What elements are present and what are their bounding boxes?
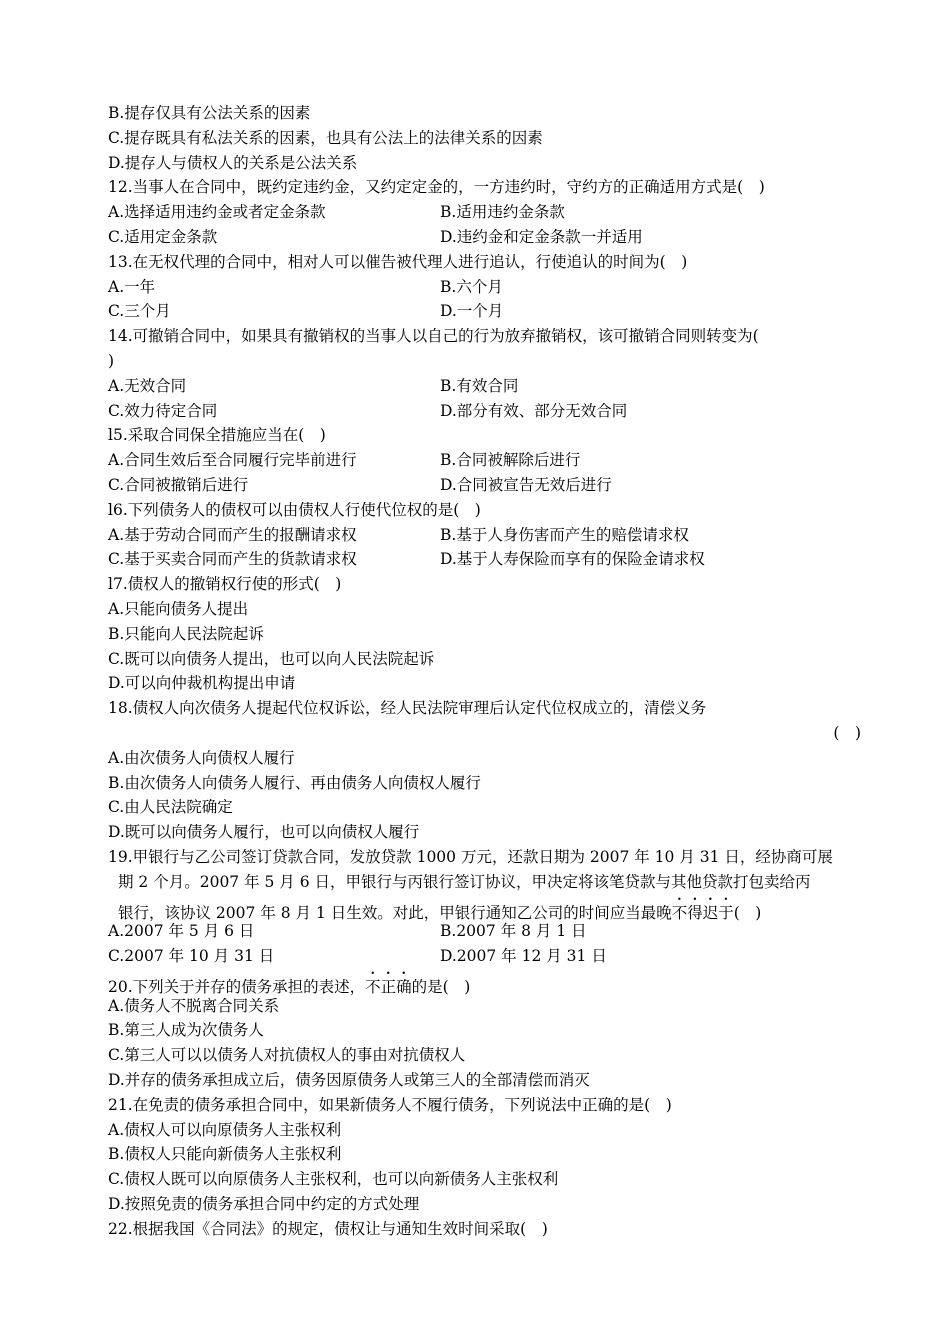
q18-option-b: B.由次债务人向债务人履行、再由债务人向债权人履行 — [108, 773, 481, 792]
q21-option-d: D.按照免责的债务承担合同中约定的方式处理 — [108, 1195, 420, 1214]
q12-options-row-2 — [108, 225, 863, 250]
q19-option-d: D.2007 年 12 月 31 日 — [440, 947, 607, 966]
q18-option-a: A.由次债务人向债权人履行 — [108, 748, 295, 767]
q15-option-a: A.合同生效后至合同履行完毕前进行 — [108, 451, 357, 470]
q15-option-b: B.合同被解除后进行 — [440, 451, 581, 470]
question-15: l5.采取合同保全措施应当在( ) — [108, 426, 326, 445]
option-d-q11: D.提存人与债权人的关系是公法关系 — [108, 153, 358, 172]
option-c-q11: C.提存既具有私法关系的因素，也具有公法上的法律关系的因素 — [108, 128, 543, 147]
question-20 — [108, 969, 863, 994]
q12-options-row-1 — [108, 200, 863, 225]
q16-option-c: C.基于买卖合同而产生的货款请求权 — [108, 550, 357, 569]
q14-option-c: C.效力待定合同 — [108, 401, 218, 420]
q17-option-d: D.可以向仲裁机构提出申请 — [108, 674, 296, 693]
q17-option-b: B.只能向人民法院起诉 — [108, 624, 264, 643]
q21-option-b: B.债权人只能向新债务人主张权利 — [108, 1145, 342, 1164]
q17-option-c: C.既可以向债务人提出，也可以向人民法院起诉 — [108, 649, 435, 668]
q19-text-3a: 银行，该协议 2007 年 8 月 1 日生效。对此，甲银行通知乙公司的时间应当最晚 — [118, 903, 672, 922]
q20-option-a: A.债务人不脱离合同关系 — [108, 996, 280, 1015]
q19-option-b: B.2007 年 8 月 1 日 — [440, 922, 587, 941]
q12-option-b: B.适用违约金条款 — [440, 203, 565, 222]
document-page — [108, 101, 863, 1242]
question-19-line-3 — [108, 895, 863, 920]
q19-options-row-2 — [108, 944, 863, 969]
q20-emphasis: 不正确 — [365, 977, 412, 996]
q12-option-c: C.适用定金条款 — [108, 227, 218, 246]
q13-option-d: D.一个月 — [440, 302, 504, 321]
q18-option-d: D.既可以向债务人履行，也可以向债权人履行 — [108, 823, 420, 842]
q20-text-c: 的是( ) — [411, 977, 471, 996]
q21-option-a: A.债权人可以向原债务人主张权利 — [108, 1120, 342, 1139]
q15-option-c: C.合同被撤销后进行 — [108, 475, 249, 494]
q19-paren: ( ) — [733, 903, 762, 922]
q19-emphasis: 不得迟于 — [671, 903, 734, 922]
q14-options-row-2 — [108, 399, 863, 424]
q13-options-row-2 — [108, 299, 863, 324]
q16-options-row-2 — [108, 547, 863, 572]
q20-option-b: B.第三人成为次债务人 — [108, 1021, 264, 1040]
question-19-line-1: 19.甲银行与乙公司签订贷款合同，发放贷款 1000 万元，还款日期为 2007 年 10 月 31 日，经协商可展 — [108, 847, 833, 866]
option-b-q11: B.提存仅具有公法关系的因素 — [108, 104, 311, 122]
question-14-paren: ) — [108, 351, 115, 370]
q15-option-d: D.合同被宣告无效后进行 — [440, 475, 612, 494]
q14-option-d: D.部分有效、部分无效合同 — [440, 401, 628, 420]
q14-option-b: B.有效合同 — [440, 376, 519, 395]
q13-option-b: B.六个月 — [440, 277, 503, 296]
question-17: l7.债权人的撤销权行使的形式( ) — [108, 575, 342, 594]
q13-option-a: A.一年 — [108, 277, 156, 296]
q18-option-c: C.由人民法院确定 — [108, 798, 233, 817]
question-18: 18.债权人向次债务人提起代位权诉讼，经人民法院审理后认定代位权成立的，清偿义务 — [108, 699, 707, 718]
question-16: l6.下列债务人的债权可以由债权人行使代位权的是( ) — [108, 500, 481, 519]
question-12: 12.当事人在合同中，既约定违约金，又约定定金的，一方违约时，守约方的正确适用方式是( ) — [108, 178, 765, 197]
question-13: 13.在无权代理的合同中，相对人可以催告被代理人进行追认，行使追认的时间为( ) — [108, 252, 688, 271]
q15-options-row-2 — [108, 473, 863, 498]
q19-option-a: A.2007 年 5 月 6 日 — [108, 922, 255, 941]
q16-option-b: B.基于人身伤害而产生的赔偿请求权 — [440, 525, 689, 544]
q16-option-d: D.基于人寿保险而享有的保险金请求权 — [440, 550, 705, 569]
question-21: 21.在免责的债务承担合同中，如果新债务人不履行债务，下列说法中正确的是( ) — [108, 1095, 672, 1114]
q20-option-d: D.并存的债务承担成立后，债务因原债务人或第三人的全部清偿而消灭 — [108, 1071, 590, 1090]
q15-options-row-1 — [108, 448, 863, 473]
question-18-paren: ( ) — [833, 723, 861, 742]
q12-option-d: D.违约金和定金条款一并适用 — [440, 227, 643, 246]
q13-option-c: C.三个月 — [108, 302, 171, 321]
q17-option-a: A.只能向债务人提出 — [108, 599, 249, 618]
question-22: 22.根据我国《合同法》的规定，债权让与通知生效时间采取( ) — [108, 1219, 548, 1238]
q21-option-c: C.债权人既可以向原债务人主张权利，也可以向新债务人主张权利 — [108, 1170, 559, 1189]
q14-option-a: A.无效合同 — [108, 376, 187, 395]
q13-options-row-1 — [108, 275, 863, 300]
q16-option-a: A.基于劳动合同而产生的报酬请求权 — [108, 525, 357, 544]
q20-option-c: C.第三人可以以债务人对抗债权人的事由对抗债权人 — [108, 1046, 466, 1065]
q19-options-row-1 — [108, 919, 863, 944]
q12-option-a: A.选择适用违约金或者定金条款 — [108, 203, 326, 222]
question-19-line-2: 期 2 个月。2007 年 5 月 6 日，甲银行与丙银行签订协议，甲决定将该笔贷款与其他贷款打包卖给丙 — [118, 872, 811, 891]
q19-option-c: C.2007 年 10 月 31 日 — [108, 947, 275, 966]
question-14: 14.可撤销合同中，如果具有撤销权的当事人以自己的行为放弃撤销权，该可撤销合同则转变为( — [108, 327, 759, 346]
q16-options-row-1 — [108, 523, 863, 548]
q14-options-row-1 — [108, 374, 863, 399]
q20-text-a: 20.下列关于并存的债务承担的表述， — [108, 977, 366, 996]
